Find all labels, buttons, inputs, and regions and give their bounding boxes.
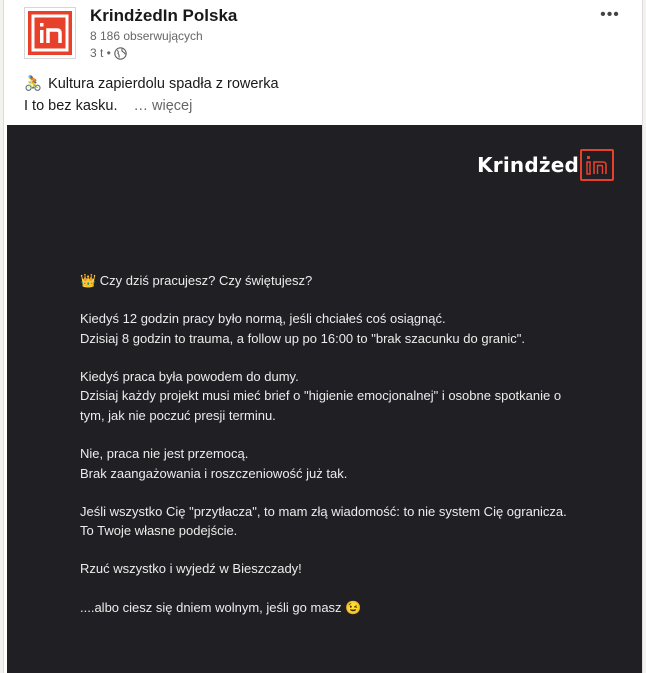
image-paragraph: [80, 502, 606, 541]
image-text-line: To Twoje własne podejście.: [80, 523, 238, 539]
post-more-options-button[interactable]: [598, 6, 622, 24]
image-paragraph: [80, 598, 606, 618]
image-text-line: 👑 Czy dziś pracujesz? Czy świętujesz?: [80, 273, 313, 288]
post-time: 3 t •: [90, 46, 111, 60]
see-more-link[interactable]: … więcej: [133, 98, 193, 114]
krindzedin-brand-logo: [477, 149, 614, 181]
image-text-line: Nie, praca nie jest przemocą.: [80, 446, 249, 462]
post-text-line-2: I to bez kasku.: [24, 98, 118, 114]
image-text-line: Kiedyś praca była powodem do dumy.: [80, 368, 299, 384]
image-text-line: Brak zaangażowania i roszczeniowość już tak.: [80, 465, 348, 481]
post-meta: [90, 46, 127, 60]
image-paragraph: [80, 367, 606, 426]
author-name[interactable]: KrindżedIn Polska: [90, 6, 238, 25]
post-text-line-1: Kultura zapierdolu spadła z rowerka: [48, 76, 279, 92]
bicycle-emoji-icon: 🚴: [24, 76, 43, 92]
brand-in-icon: [580, 149, 614, 181]
image-text-line: tym, jak nie poczuć presji terminu.: [80, 407, 276, 423]
image-text-body: [80, 271, 606, 636]
image-text-line: Jeśli wszystko Cię "przytłacza", to mam złą wiadomość: to nie system Cię ogranicza.: [80, 503, 567, 519]
company-logo-avatar[interactable]: [24, 7, 76, 59]
image-paragraph: [80, 559, 606, 579]
brand-text: Krindżed: [477, 153, 579, 177]
image-paragraph: [80, 444, 606, 483]
post-text: [24, 73, 626, 117]
image-text-line: ....albo ciesz się dniem wolnym, jeśli go masz 😉: [80, 599, 362, 615]
feed-post-card: [3, 0, 643, 673]
follower-count: 8 186 obserwujących: [90, 29, 203, 43]
image-paragraph: [80, 309, 606, 348]
image-text-line: Dzisiaj 8 godzin to trauma, a follow up po 16:00 to "brak szacunku do granic".: [80, 330, 525, 346]
ellipsis-icon: •••: [600, 6, 620, 23]
globe-icon: [114, 47, 127, 60]
image-text-line: Dzisiaj każdy projekt musi mieć brief o "higienie emocjonalnej" i osobne spotkanie o: [80, 388, 562, 404]
image-text-line: Kiedyś 12 godzin pracy było normą, jeśli chciałeś coś osiągnąć.: [80, 311, 446, 327]
post-image[interactable]: [7, 125, 643, 673]
image-paragraph: [80, 271, 606, 291]
image-text-line: Rzuć wszystko i wyjedź w Bieszczady!: [80, 561, 302, 577]
krindzedin-logo-icon: [28, 11, 72, 55]
